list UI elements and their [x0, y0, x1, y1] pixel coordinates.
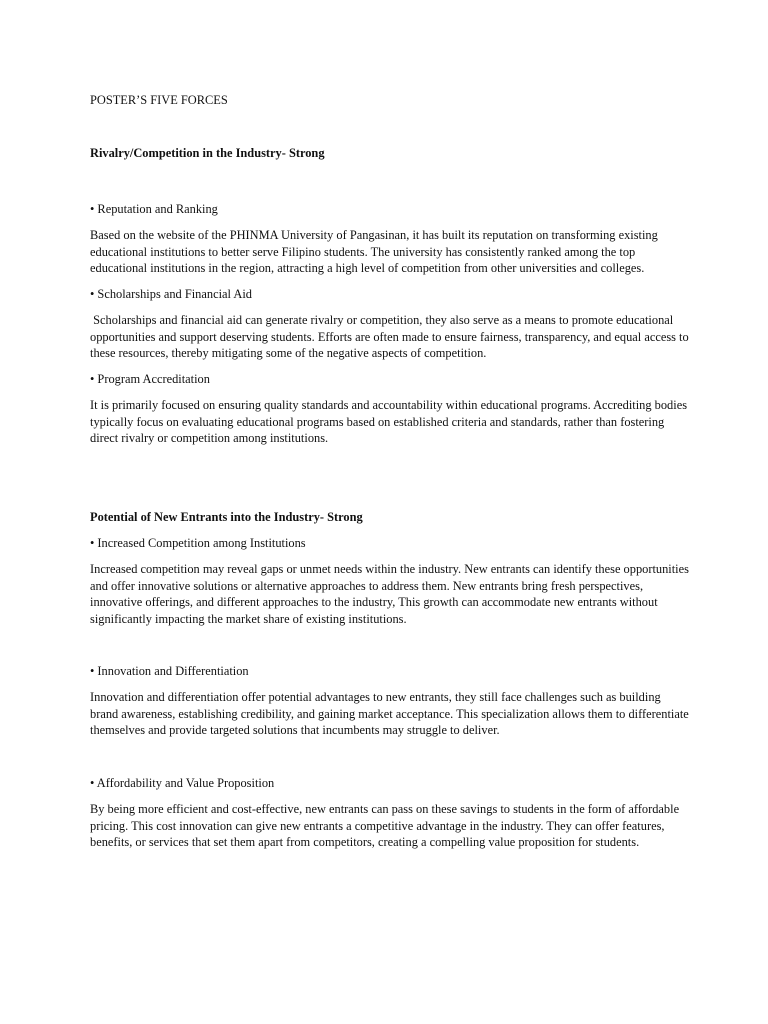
section-heading-rivalry: Rivalry/Competition in the Industry- Strong	[90, 146, 325, 160]
document-title: POSTER’S FIVE FORCES	[90, 93, 228, 107]
paragraph-accreditation: It is primarily focused on ensuring quality standards and accountability within educational programs. Accrediting bodies typically focus on evaluating educational programs based on established criteria and standards, rather than fostering direct rivalry or competition among institutions.	[90, 398, 688, 445]
paragraph-innovation: Innovation and differentiation offer potential advantages to new entrants, they still face challenges such as building brand awareness, establishing credibility, and gaining market acceptance. This specialization allows them to differentiate themselves and provide targeted solutions that incumbents may struggle to deliver.	[90, 690, 689, 737]
bullet-label-accreditation: • Program Accreditation	[90, 372, 210, 386]
paragraph-increased-competition: Increased competition may reveal gaps or unmet needs within the industry. New entrants can identify these opportunities and offer innovative solutions or alternative approaches to address them. New entrants bring fresh perspectives, innovative offerings, and different approaches to the industry, This growth can accommodate new entrants without significantly impacting the market share of existing institutions.	[90, 562, 689, 626]
paragraph-scholarships: Scholarships and financial aid can generate rivalry or competition, they also serve as a means to promote educational opportunities and support deserving students. Efforts are often made to ensure fairness, transparency, and equal access to these resources, thereby mitigating some of the negative aspects of competition.	[90, 313, 692, 360]
bullet-label-reputation: • Reputation and Ranking	[90, 202, 218, 216]
paragraph-reputation: Based on the website of the PHINMA University of Pangasinan, it has built its reputation on transforming existing educational institutions to better serve Filipino students. The university has consistently ranked among the top educational institutions in the region, attracting a high level of competition from other universities and colleges.	[90, 228, 658, 275]
paragraph-affordability: By being more efficient and cost-effective, new entrants can pass on these savings to students in the form of affordable pricing. This cost innovation can give new entrants a competitive advantage in the industry. They can offer features, benefits, or services that set them apart from competitors, creating a compelling value proposition for students.	[90, 802, 680, 849]
bullet-label-increased-competition: • Increased Competition among Institutions	[90, 536, 306, 550]
bullet-label-scholarships: • Scholarships and Financial Aid	[90, 287, 252, 301]
bullet-label-affordability: • Affordability and Value Proposition	[90, 776, 275, 790]
bullet-label-innovation: • Innovation and Differentiation	[90, 664, 249, 678]
section-heading-new-entrants: Potential of New Entrants into the Industry- Strong	[90, 510, 363, 524]
